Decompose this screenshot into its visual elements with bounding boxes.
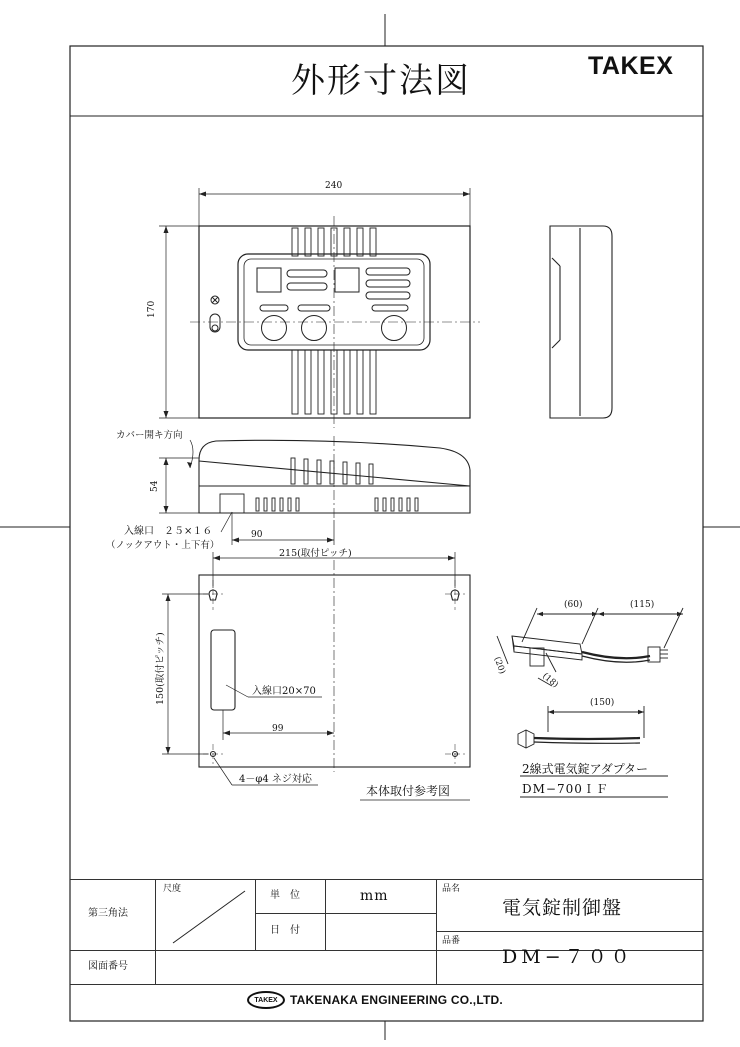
part-number-label: 品番 xyxy=(442,936,461,946)
front-height-dim: 170 xyxy=(147,300,157,318)
right-side-view xyxy=(550,226,612,418)
side-height-dim: 54 xyxy=(150,480,160,492)
mount-dims xyxy=(162,552,470,800)
unit-label: 単 位 xyxy=(270,890,300,901)
adapter-dim-18: (18) xyxy=(540,671,561,691)
adapter-dim-20: (20) xyxy=(491,655,507,676)
adapter-dim-60: (60) xyxy=(564,600,583,610)
title-block xyxy=(70,879,703,1021)
mount-entry-label: 入線口20×70 xyxy=(252,686,316,697)
lower-side-view xyxy=(199,436,470,520)
mount-view xyxy=(199,560,470,772)
mount-caption: 本体取付参考図 xyxy=(366,784,451,798)
adapter-name: 2線式電気錠アダプター xyxy=(522,762,648,776)
adapter-dim-150: (150) xyxy=(590,698,615,708)
front-width-dim: 240 xyxy=(325,181,343,191)
company-logo xyxy=(247,991,285,1009)
date-label: 日 付 xyxy=(270,925,300,936)
scale-diagonal xyxy=(173,891,245,943)
company-name: TAKENAKA ENGINEERING CO.,LTD. xyxy=(290,993,503,1007)
mount-screw-label: 4－φ4 ネジ対応 xyxy=(239,774,312,785)
side-entry-offset-dim: 90 xyxy=(251,530,263,540)
mount-dim-99: 99 xyxy=(272,724,284,734)
product-name: 電気錠制御盤 xyxy=(502,897,623,919)
mount-pitch-width: 215(取付ピッチ) xyxy=(279,548,352,559)
company-logo-text: TAKEX xyxy=(254,996,278,1004)
side-entry-sub: （ノックアウト・上下有） xyxy=(106,540,220,551)
drawing-number-label: 図面番号 xyxy=(88,961,128,972)
page-title: 外形寸法図 xyxy=(291,61,471,101)
cover-open-label: カバー開キ方向 xyxy=(116,430,183,441)
scale-label: 尺度 xyxy=(163,884,182,894)
brand-logo: TAKEX xyxy=(588,52,674,80)
side-entry-label: 入線口 ２５×１６ xyxy=(124,526,213,537)
front-dims xyxy=(159,188,470,418)
front-view xyxy=(190,216,480,428)
adapter-model: DM−700ＩＦ xyxy=(522,782,609,796)
mount-pitch-height: 150(取付ピッチ) xyxy=(155,632,166,705)
adapter-dim-115: (115) xyxy=(630,600,655,610)
part-number: DM−７００ xyxy=(502,946,634,968)
product-name-label: 品名 xyxy=(442,884,461,894)
unit-value: mm xyxy=(360,888,389,904)
projection-label: 第三角法 xyxy=(88,908,128,919)
